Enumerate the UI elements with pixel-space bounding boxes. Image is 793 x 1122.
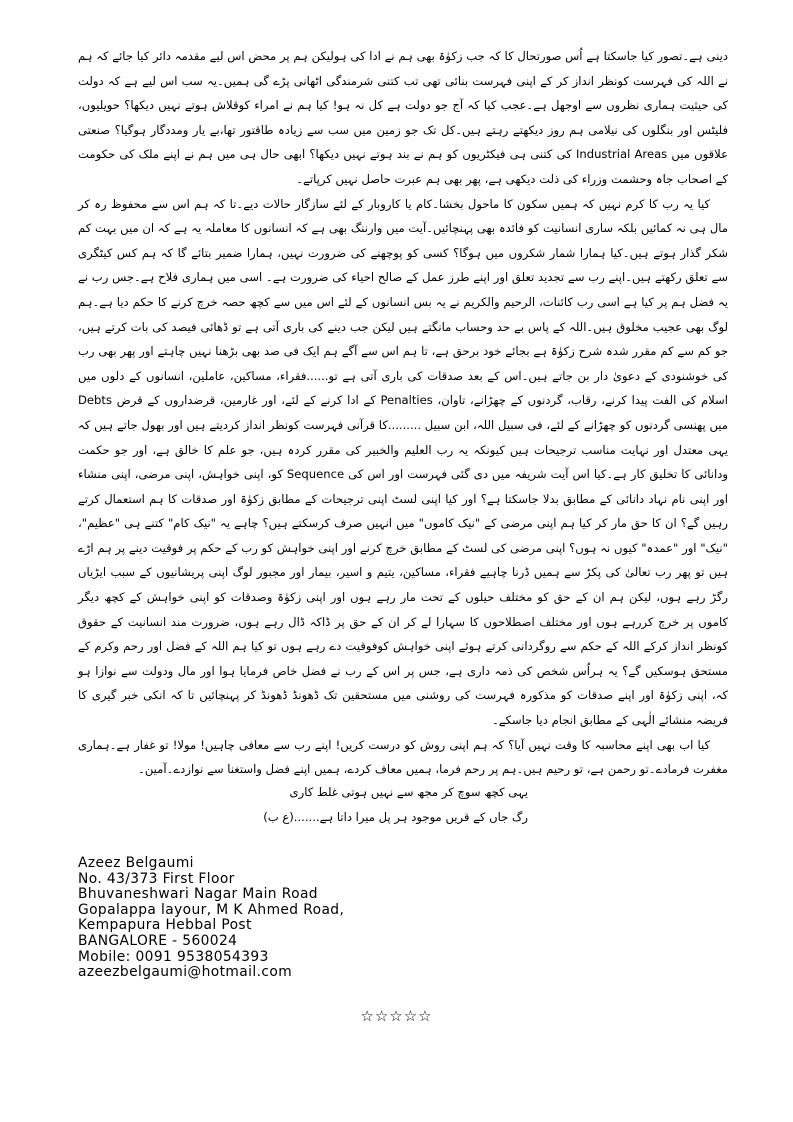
paragraph-2: کیا یہ رب کا کرم نہیں کہ ہمیں سکون کا ماحول بخشا۔کام یا کاروبار کے لئے سازگار حالات دیے۔تا کہ ہم اس سے محفوظ رہ کر مال ہی نہ کمائیں بلکہ ساری انسانیت کو فائدہ بھی پہنچائیں۔آیت میں وارننگ بھی ہے کہ انسانوں کا معاملہ یہ ہے کہ ان میں بہت کم شکر گذار ہوتے ہیں۔کیا ہمارا شمار شکروں میں ہوگا؟ کسی کو پوچھنے کی ضرورت نہیں، ہمارا ضمیر بتائے گا کہ ہم کس کیٹگری سے تعلق رکھتے ہیں۔اپنے رب سے تجدید تعلق اور اپنے طرز عمل کے صالح احیاء کی ضرورت ہے۔ اسی میں ہماری فلاح ہے۔جس رب نے یہ فضل ہم پر کیا ہے اسی رب کائنات، الرحیم والکریم نے یہ بس انسانوں کے لئے اس میں سے کچھ حصہ خرچ کرنے کا حکم دیا ہے۔ہم لوگ بھی عجیب مخلوق ہیں۔اللہ کے پاس بے حد وحساب مانگتے ہیں لیکن جب دینے کی باری آتی ہے تو ڈھائی فیصد کی بات کرتے ہیں، جو کم سے کم مقرر شدہ شرح زکوٰۃ ہے بجائے خود برحق ہے، تا ہم اس سے آگے ہم ایک فی صد بھی بڑھنا نہیں چاہتے اور پھر بھی رب کی خوشنودی کے دعویٰ دار بن جاتے ہیں۔اس کے بعد صدقات کی باری آتی ہے تو......فقراء، مساکین، عاملین، انسانوں کے دلوں میں اسلام کی الفت پیدا کرنے، رقاب، گردنوں کے چھڑانے، تاوان، Penalties کے ادا کرنے کے لئے، اور غارمین، قرضداروں کے قرض Debts میں پھنسی گردنوں کو چھڑانے کے لئے، فی سبیل اللہ، ابن سبیل .........کا قرآنی فہرست کونظر انداز کردیتے ہیں اور بھول جاتے ہیں کہ یہی معتدل اور نہایت مناسب ترجیحات ہیں کیونکہ یہ رب العلیم والخبیر کی مقرر کردہ ہیں، جو علم کا خالق ہے، اور جو حکمت ودانائی کا تخلیق کار ہے۔کیا اس آیت شریفہ میں دی گئی فہرست اور اس کی Sequence کو، اپنی خواہش، اپنی مرضی، اپنی منشاء اور اپنی نام نہاد دانائی کے مطابق بدلا جاسکتا ہے؟ اور کیا اپنی لسٹ اپنی ترجیحات کے مطابق زکوٰۃ اور صدقات کا ہم استعمال کرتے رہیں گے؟ ان کا حق مار کر کیا ہم اپنی مرضی کے "نیک کاموں" میں انہیں صرف کرسکتے ہیں؟ چاہے یہ "نیک کام" کتنے ہی "عظیم"، "نیک" اور "عمدہ" کیوں نہ ہوں؟ اپنی مرضی کی لسٹ کے مطابق خرچ کرنے اور اپنی خواہش کو رب کے حکم پر فوقیت دینے پر ہم اڑے ہیں تو پھر رب تعالیٰ کی پکڑ سے ہمیں ڈرنا چاہیے فقراء، مساکین، یتیم و اسیر، بیمار اور مجبور لوگ اپنی پریشانیوں کے سبب ایڑیاں رگڑ رہے ہوں، لیکن ہم ان کے حق کو مختلف حیلوں کے تحت مار رہے ہوں اور اپنی زکوٰۃ وصدقات کو اپنی خواہش کے کچھ دیگر کاموں پر خرچ کررہے ہوں اور مختلف اصطلاحوں کا سہارا لے کر ان کے حق پر ڈاکہ ڈال رہے ہوں، ضرورت مند انسانیت کے حقوق کونظر انداز کرکے اللہ کے حکم سے روگردانی کرتے ہوئے اپنی خواہش کوفوقیت دے رہے ہوں تو کیا ہم اللہ کے فضل اور رحم وکرم کے مستحق ہوسکیں گے؟ یہ ہراُس شخص کی ذمہ داری ہے، جس پر اس کے رب نے فضل خاص فرمایا ہوا اور مال ودولت سے نوازا ہو کہ، اپنی زکوٰۃ اور اپنے صدقات کو مذکورہ فہرست کی روشنی میں مستحقین تک ڈھونڈ ڈھونڈ کر پہنچائیں تا کہ انکی خبر گیری کا فریضہ منشائے الٰہی کے مطابق انجام دیا جاسکے۔	[78, 196, 728, 728]
footer-star-ornament: ☆☆☆☆☆	[360, 1007, 433, 1025]
address-line: Gopalappa layour, M K Ahmed Road,	[78, 901, 345, 918]
article-body	[78, 44, 728, 782]
paragraph-1: دینی ہے۔تصور کیا جاسکتا ہے اُس صورتحال کا کہ جب زکوٰۃ بھی ہم نے ادا کی ہولیکن ہم پر محض اس لیے مقدمہ دائر کیا جائے کہ ہم نے اللہ کی فہرست کونظر انداز کر کے اپنی فہرست بنائی تھی تب کتنی شرمندگی اٹھانی پڑے گی ہمیں۔یہ سب اس لیے ہے کہ دولت کی حیثیت ہماری نظروں سے اوجھل ہے۔عجب کیا کہ آج جو دولت ہے کل نہ ہو! کیا ہم نے امراء کوقلاش ہوتے نہیں دیکھا؟ حویلیوں، فلیٹس اور بنگلوں کی نیلامی ہم روز دیکھتے رہتے ہیں۔کل تک جو زمین میں سب سے زیادہ طاقتور تھا،بے یار ومددگار ہوگیا؟ صنعتی علاقوں میں Industrial Areas کی کتنی ہی فیکٹریوں کو ہم نے بند ہوتے نہیں دیکھا؟ ابھی حال ہی میں ہم نے اپنے ملک کی حکومت کے اصحاب جاہ وحشمت وزراء کی ذلت دیکھی ہے، پھر بھی ہم عبرت حاصل نہیں کرپاتے۔	[78, 49, 728, 186]
mobile-number: Mobile: 0091 9538054393	[78, 948, 269, 965]
author-name: Azeez Belgaumi	[78, 855, 194, 871]
address-line: Bhuvaneshwari Nagar Main Road	[78, 886, 318, 903]
address-line: No. 43/373 First Floor	[78, 870, 235, 887]
email-address: azeezbelgaumi@hotmail.com	[78, 964, 293, 981]
paragraph-3: کیا اب بھی اپنے محاسبہ کا وقت نہیں آیا؟ کہ ہم اپنی روش کو درست کریں! اپنے رب سے معافی چاہیں! مولا! تو غفار ہے۔ہماری مغفرت فرمادے۔تو رحمن ہے، تو رحیم ہیں۔ہم پر رحم فرما، ہمیں معاف کردے، ہمیں اپنے فضل واستغنا سے نوازدے۔آمین۔	[78, 737, 728, 777]
poetry-line-1: یہی کچھ سوچ کر مجھ سے نہیں ہوتی غلط کاری	[289, 785, 528, 799]
poetry-couplet	[78, 780, 728, 829]
author-address-block	[78, 856, 498, 981]
poetry-line-2: رگ جاں کے قریں موجود ہر پل میرا داتا ہے.......(ع ب)	[263, 809, 528, 824]
address-line: Kempapura Hebbal Post	[78, 917, 252, 934]
address-city: BANGALORE - 560024	[78, 932, 238, 949]
